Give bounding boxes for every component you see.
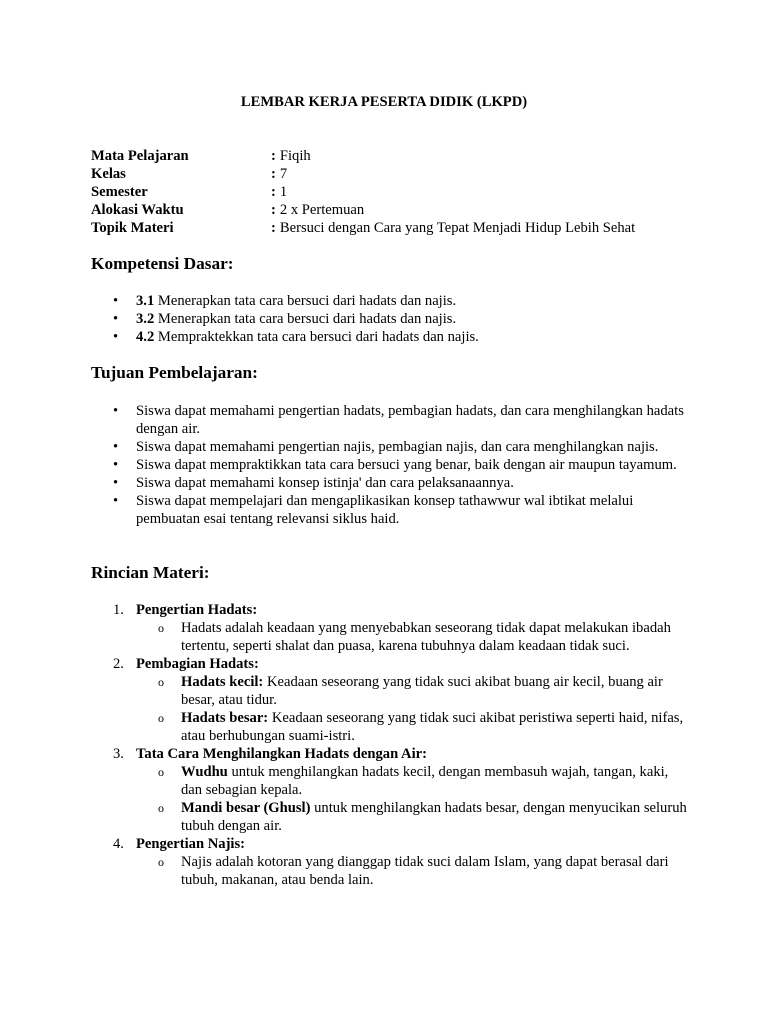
circle-bullet-icon: o	[158, 711, 164, 725]
info-row-kelas	[91, 165, 691, 183]
info-colon: :	[271, 202, 276, 218]
bullet-icon: •	[113, 311, 119, 327]
sub-term: Wudhu	[181, 764, 228, 780]
info-label: Topik Materi	[91, 220, 174, 236]
info-row-semester	[91, 183, 691, 201]
tujuan-text: Siswa dapat memahami pengertian najis, pembagian najis, dan cara menghilangkan najis.	[136, 439, 659, 455]
bullet-icon: •	[113, 403, 119, 419]
kompetensi-text: Menerapkan tata cara bersuci dari hadats dan najis.	[154, 311, 457, 327]
tujuan-text: Siswa dapat mempraktikkan tata cara bersuci yang benar, baik dengan air maupun tayamum.	[136, 457, 677, 473]
info-label: Kelas	[91, 166, 126, 182]
list-item	[91, 745, 691, 835]
list-item	[91, 310, 691, 328]
info-value: Bersuci dengan Cara yang Tepat Menjadi Hidup Lebih Sehat	[279, 220, 636, 236]
tujuan-text: Siswa dapat memahami konsep istinja' dan cara pelaksanaannya.	[136, 475, 514, 491]
circle-bullet-icon: o	[158, 675, 164, 689]
sub-list	[136, 673, 691, 745]
sub-text: Hadats adalah keadaan yang menyebabkan seseorang tidak dapat melakukan ibadah tertentu, seperti shalat dan puasa, karena tubuhnya dalam keadaan tidak suci.	[181, 620, 671, 654]
list-item	[91, 655, 691, 745]
sub-term: Hadats besar:	[181, 710, 269, 726]
info-row-mata-pelajaran	[91, 147, 691, 165]
list-item	[91, 474, 691, 492]
sub-text: Keadaan seseorang yang tidak suci akibat peristiwa seperti haid, nifas, atau berhubungan suami-istri.	[181, 710, 684, 744]
list-item	[91, 402, 691, 438]
list-item	[91, 492, 691, 528]
sub-list	[136, 853, 691, 889]
info-colon: :	[271, 184, 276, 200]
info-value: 1	[279, 184, 288, 200]
item-title: Pembagian Hadats:	[136, 656, 259, 672]
info-table	[91, 147, 691, 237]
rincian-list	[91, 601, 691, 889]
info-value: Fiqih	[279, 148, 311, 164]
circle-bullet-icon: o	[158, 801, 164, 815]
circle-bullet-icon: o	[158, 765, 164, 779]
sub-text: untuk menghilangkan hadats kecil, dengan membasuh wajah, tangan, kaki, dan sebagian kepala.	[181, 764, 669, 798]
sub-term: Hadats kecil:	[181, 674, 264, 690]
sub-term: Mandi besar (Ghusl)	[181, 800, 311, 816]
bullet-icon: •	[113, 293, 119, 309]
list-item	[91, 328, 691, 346]
kompetensi-heading: Kompetensi Dasar:	[91, 254, 234, 273]
sub-list-item	[136, 799, 691, 835]
item-number: 1.	[113, 602, 124, 618]
tujuan-heading: Tujuan Pembelajaran:	[91, 363, 258, 382]
sub-text: untuk menghilangkan hadats besar, dengan menyucikan seluruh tubuh dengan air.	[181, 800, 687, 834]
bullet-icon: •	[113, 493, 119, 509]
info-value: 2 x Pertemuan	[279, 202, 365, 218]
kompetensi-text: Mempraktekkan tata cara bersuci dari hadats dan najis.	[154, 329, 479, 345]
sub-text: Keadaan seseorang yang tidak suci akibat buang air kecil, buang air besar, atau tidur.	[181, 674, 663, 708]
info-colon: :	[271, 220, 276, 236]
tujuan-list	[91, 402, 691, 528]
info-row-alokasi-waktu	[91, 201, 691, 219]
tujuan-text: Siswa dapat memahami pengertian hadats, pembagian hadats, dan cara menghilangkan hadats dengan air.	[136, 403, 684, 437]
item-title: Pengertian Hadats:	[136, 602, 258, 618]
bullet-icon: •	[113, 475, 119, 491]
item-number: 4.	[113, 836, 124, 852]
bullet-icon: •	[113, 457, 119, 473]
sub-list-item	[136, 673, 691, 709]
kompetensi-list	[91, 292, 691, 346]
kompetensi-text: Menerapkan tata cara bersuci dari hadats dan najis.	[154, 293, 457, 309]
tujuan-text: Siswa dapat mempelajari dan mengaplikasikan konsep tathawwur wal ibtikat melalui pembuatan esai tentang relevansi siklus haid.	[136, 493, 634, 527]
item-title: Tata Cara Menghilangkan Hadats dengan Air:	[136, 746, 427, 762]
list-item	[91, 456, 691, 474]
sub-list-item	[136, 709, 691, 745]
list-item	[91, 292, 691, 310]
sub-text: Najis adalah kotoran yang dianggap tidak suci dalam Islam, yang dapat berasal dari tubuh, makanan, atau benda lain.	[181, 854, 669, 888]
info-label: Mata Pelajaran	[91, 148, 189, 164]
info-value: 7	[279, 166, 288, 182]
info-label: Alokasi Waktu	[91, 202, 184, 218]
list-item	[91, 601, 691, 655]
document-title: LEMBAR KERJA PESERTA DIDIK (LKPD)	[240, 94, 528, 110]
list-item	[91, 438, 691, 456]
sub-list-item	[136, 763, 691, 799]
kompetensi-code: 3.1	[136, 293, 155, 309]
info-label: Semester	[91, 184, 148, 200]
circle-bullet-icon: o	[158, 855, 164, 869]
kompetensi-code: 3.2	[136, 311, 155, 327]
rincian-heading: Rincian Materi:	[91, 563, 210, 582]
bullet-icon: •	[113, 439, 119, 455]
item-number: 2.	[113, 656, 124, 672]
kompetensi-code: 4.2	[136, 329, 155, 345]
info-colon: :	[271, 148, 276, 164]
sub-list	[136, 619, 691, 655]
sub-list-item	[136, 619, 691, 655]
bullet-icon: •	[113, 329, 119, 345]
info-colon: :	[271, 166, 276, 182]
sub-list-item	[136, 853, 691, 889]
sub-list	[136, 763, 691, 835]
item-number: 3.	[113, 746, 124, 762]
list-item	[91, 835, 691, 889]
circle-bullet-icon: o	[158, 621, 164, 635]
info-row-topik-materi	[91, 219, 691, 237]
item-title: Pengertian Najis:	[136, 836, 246, 852]
